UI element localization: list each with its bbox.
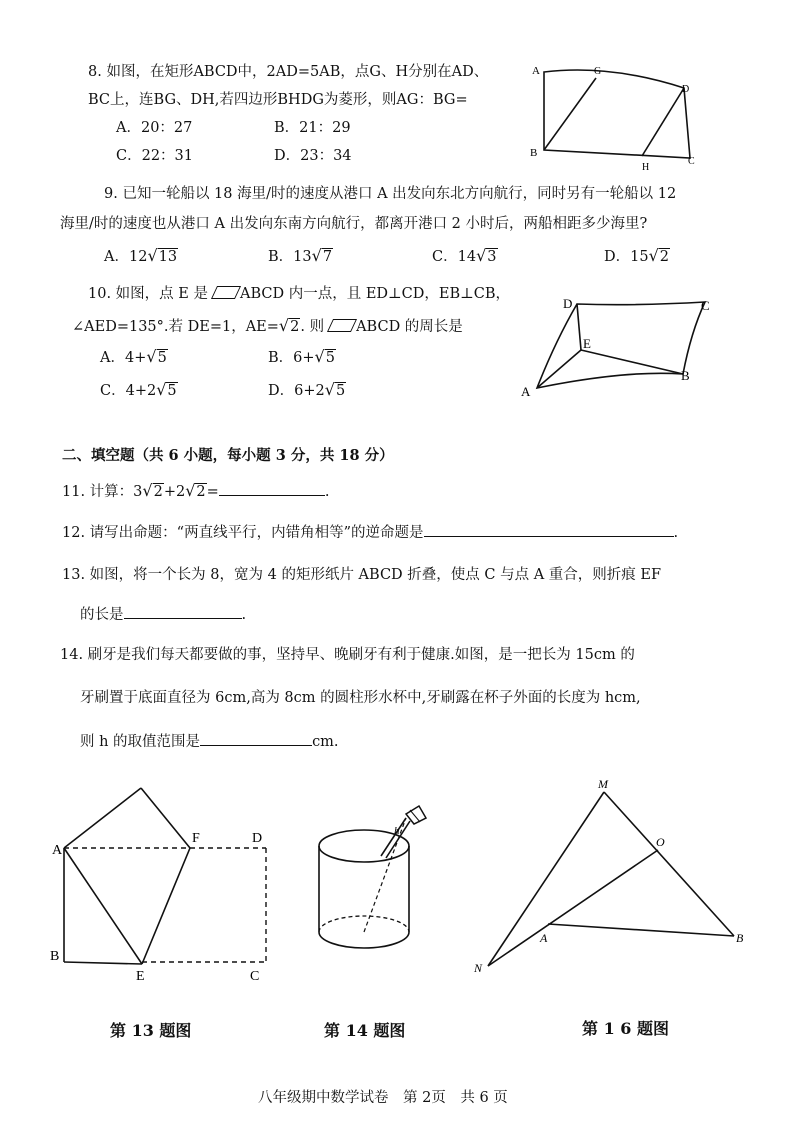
parallelogram-icon [327,319,357,332]
q10-label-c: C [701,298,710,313]
q10-line2: ∠AED=135°.若 DE=1，AE=√2. 则 ABCD 的周长是 [72,316,463,335]
q14-answer-blank[interactable] [200,731,312,746]
q10-parallelogram-figure [515,292,715,404]
fig13-label-a: A [52,843,63,858]
q13-line2: 的长是 . [80,604,246,625]
fig14-caption: 第 14 题图 [324,1021,406,1040]
fig16-label-n: N [474,961,483,975]
q9-option-b: B．13√7 [268,246,333,265]
q12-answer-blank[interactable] [424,522,674,537]
q8-option-a: A．20：27 [116,120,193,136]
fig16-label-m: M [598,777,608,791]
q8-label-d: D [682,84,690,95]
page-footer: 八年级期中数学试卷 第 2页 共 6 页 [258,1090,508,1106]
fig13-caption: 第 13 题图 [110,1021,192,1040]
fig13-label-e: E [136,969,145,984]
fig16-label-o: O [656,835,665,849]
fig14-toothbrush-cup [306,790,446,990]
q8-label-g: G [594,66,602,77]
q12-line: 12. 请写出命题：“两直线平行，内错角相等”的逆命题是 . [62,522,678,543]
q8-label-c: C [688,156,695,167]
fig14-label-h: h [394,825,400,837]
fig13-folded-rectangle [46,780,286,990]
q8-rectangle-figure [520,58,710,178]
q8-option-b: B．21：29 [274,120,351,136]
q8-label-h: H [642,162,650,173]
q9-option-a: A．12√13 [104,246,178,265]
q9-line2: 海里/时的速度也从港口 A 出发向东南方向航行，都离开港口 2 小时后，两船相距多少海里? [60,216,648,232]
q14-line2: 牙刷置于底面直径为 6cm,高为 8cm 的圆柱形水杯中,牙刷露在杯子外面的长度为 hcm, [80,690,641,706]
q8-line2: BC上，连BG、DH,若四边形BHDG为菱形，则AG：BG= [88,92,468,108]
q10-label-e: E [583,336,591,351]
q14-line3: 则 h 的取值范围是 cm. [80,731,339,752]
q8-line1: 8. 如图，在矩形ABCD中，2AD=5AB，点G、H分别在AD、 [88,64,489,80]
fig13-label-f: F [192,831,200,846]
q10-option-c: C．4+2√5 [100,380,177,399]
fig16-caption: 第 1 6 题图 [582,1019,669,1038]
q10-option-a: A．4+√5 [100,347,167,366]
section2-title: 二、填空题（共 6 小题，每小题 3 分，共 18 分） [62,447,394,464]
q13-answer-blank[interactable] [124,604,242,619]
q10-line1: 10. 如图，点 E 是 ABCD 内一点，且 ED⊥CD，EB⊥CB， [88,286,511,302]
q10-option-b: B．6+√5 [268,347,335,366]
q9-line1: 9. 已知一轮船以 18 海里/时的速度从港口 A 出发向东北方向航行，同时另有一轮船以 12 [104,186,677,202]
q10-label-a: A [521,384,531,399]
fig13-label-b: B [50,949,60,964]
fig16-triangle-figure [470,774,760,984]
q11-answer-blank[interactable] [219,481,325,496]
q8-option-d: D．23：34 [274,148,352,164]
q8-label-b: B [530,147,538,159]
q8-label-a: A [532,65,540,77]
fig16-label-a: A [540,931,548,945]
fig16-label-b: B [736,931,744,945]
fig13-label-c: C [250,969,260,984]
q11-line: 11. 计算：3√2+2√2= . [62,481,330,500]
q10-option-d: D．6+2√5 [268,380,346,399]
q8-option-c: C．22：31 [116,148,193,164]
parallelogram-icon [211,286,241,299]
q10-label-d: D [563,296,573,311]
fig13-label-d: D [252,831,263,846]
q13-line1: 13. 如图，将一个长为 8，宽为 4 的矩形纸片 ABCD 折叠，使点 C 与点 A 重合，则折痕 EF [62,567,662,583]
q9-option-d: D．15√2 [604,246,670,265]
q10-label-b: B [681,368,690,383]
q14-line1: 14. 刷牙是我们每天都要做的事，坚持早、晚刷牙有利于健康.如图，是一把长为 15cm 的 [60,647,635,663]
q9-option-c: C．14√3 [432,246,497,265]
